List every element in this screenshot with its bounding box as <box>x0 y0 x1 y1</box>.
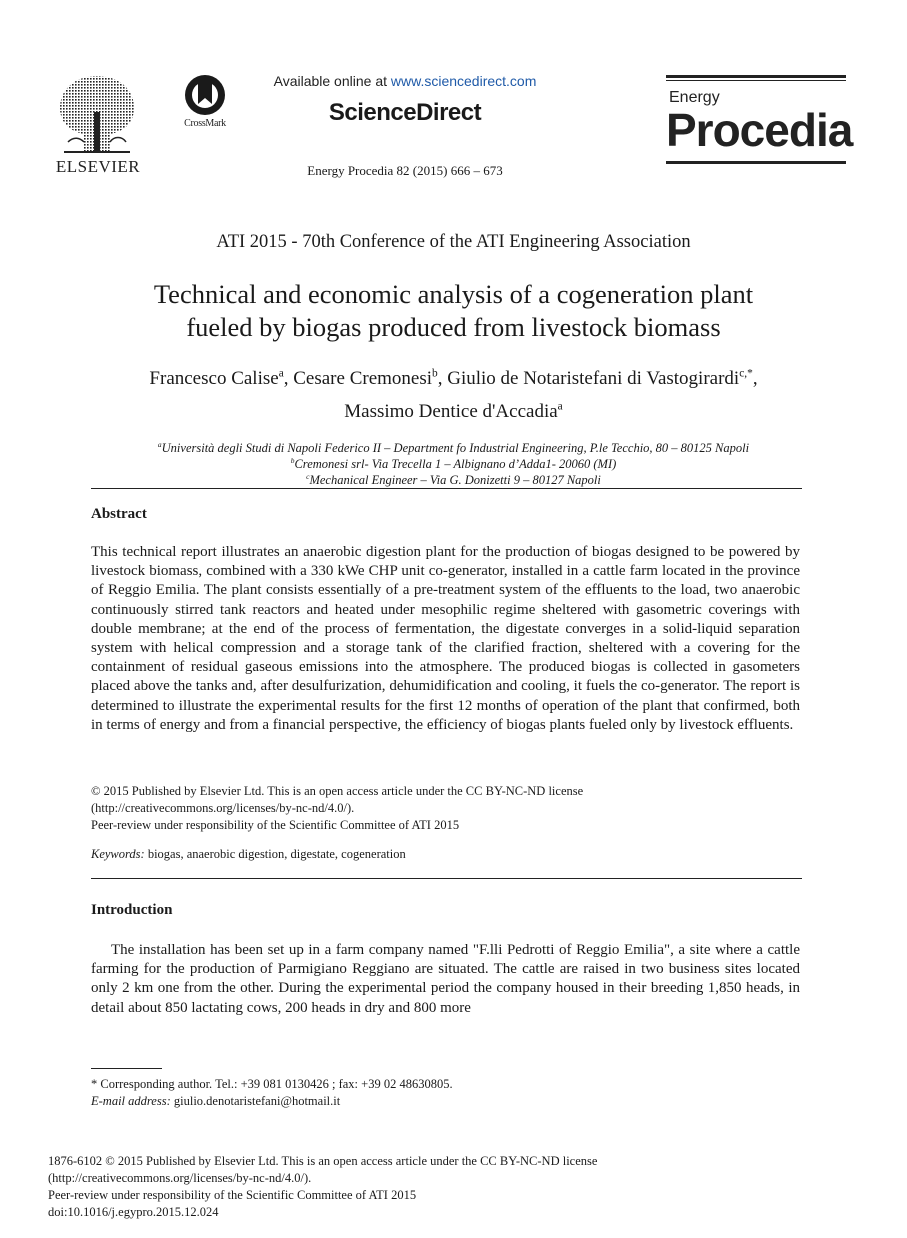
author-affil-mark: a <box>557 400 563 413</box>
affiliation-mark: c <box>306 471 310 481</box>
keywords-label: Keywords: <box>91 847 145 861</box>
affiliations <box>40 440 867 488</box>
author-name: Giulio de Notaristefani di Vastogirardi <box>447 368 740 389</box>
affiliation-mark: b <box>290 455 295 465</box>
author-affil-mark: a <box>278 367 284 380</box>
author-affil-mark: c,* <box>739 367 753 380</box>
author-name: Francesco Calise <box>149 368 279 389</box>
copyright-block <box>91 783 800 834</box>
email-label: E-mail address: <box>91 1094 171 1108</box>
elsevier-wordmark: ELSEVIER <box>55 157 141 176</box>
sciencedirect-logo: ScienceDirect <box>328 99 482 126</box>
author-line-1 <box>40 362 867 395</box>
corresponding-author-note: * Corresponding author. Tel.: +39 081 0130426 ; fax: +39 02 48630805. <box>91 1077 453 1091</box>
peer-review-line: Peer-review under responsibility of the Scientific Committee of ATI 2015 <box>91 818 460 832</box>
author-line-2 <box>40 395 867 428</box>
bottom-meta <box>48 1153 808 1221</box>
abstract-heading: Abstract <box>91 506 147 522</box>
introduction-heading: Introduction <box>91 902 173 918</box>
logo-procedia-word: Procedia <box>666 104 853 156</box>
available-prefix: Available online at <box>273 73 387 89</box>
bottom-peer-review: Peer-review under responsibility of the Scientific Committee of ATI 2015 <box>48 1188 417 1202</box>
bottom-license-link[interactable]: (http://creativecommons.org/licenses/by-nc-nd/4.0/). <box>48 1171 312 1185</box>
sciencedirect-link[interactable]: www.sciencedirect.com <box>390 73 537 89</box>
doi-line[interactable]: doi:10.1016/j.egypro.2015.12.024 <box>48 1205 219 1219</box>
elsevier-logo <box>48 72 148 176</box>
available-online <box>200 73 610 89</box>
footnote-rule <box>91 1068 162 1069</box>
logo-rule-bottom <box>666 161 846 164</box>
header-divider <box>91 488 802 489</box>
abstract-text: This technical report illustrates an anaerobic digestion plant for the production of biogas designed to be powered by livestock biomass, combined with a 330 kWe CHP unit co-generator, installed in a cattle farm located in the province of Reggio Emilia. The plant consists essentially of a pre-treatment system of the effluents to the load, two anaerobic continuously stirred tank reactors and heated under mesophilic regime sheltered with gasometric coverings with double membrane; at the end of the process of fermentation, the digestate converges in a solid-liquid separation system with helical compression and a storage tank of the clarified fraction, sheltered with a covering for the containment of residual gaseous emissions into the atmosphere. The produced biogas is collected in gasometers placed above the tanks and, after desulfurization, dehumidification and cooling, it fuels the co-generator. The report is determined to illustrate the experimental results for the first 12 months of operation of the plant that confirmed, both in terms of energy and from a financial perspective, the efficiency of biogas plants fueled only by livestock effluents. <box>91 544 800 733</box>
copyright-line: © 2015 Published by Elsevier Ltd. This is an open access article under the CC BY-NC-ND license <box>91 784 584 798</box>
author-separator: , <box>283 368 294 389</box>
affiliation-text: Mechanical Engineer – Via G. Donizetti 9 – 80127 Napoli <box>309 473 601 487</box>
affiliation-item <box>40 472 867 488</box>
author-list <box>40 362 867 428</box>
title-line-1: Technical and economic analysis of a cogeneration plant <box>153 279 754 309</box>
affiliation-text: Cremonesi srl- Via Trecella 1 – Albignano d’Adda1- 20060 (MI) <box>294 457 617 471</box>
elsevier-tree-icon <box>54 72 140 154</box>
abstract-divider <box>91 878 802 879</box>
logo-energy-word: Energy <box>669 89 720 106</box>
issn-copyright-line: 1876-6102 © 2015 Published by Elsevier Ltd. This is an open access article under the CC BY-NC-ND license <box>48 1154 598 1168</box>
logo-rule-top <box>666 75 846 78</box>
author-name: Cesare Cremonesi <box>293 368 433 389</box>
author-separator: , <box>437 368 448 389</box>
author-affil-mark: b <box>432 367 438 380</box>
affiliation-mark: a <box>157 439 162 449</box>
logo-rule-thin <box>666 80 846 81</box>
title-line-2: fueled by biogas produced from livestock biomass <box>186 312 721 342</box>
journal-citation: Energy Procedia 82 (2015) 666 – 673 <box>307 163 503 178</box>
keywords-list: biogas, anaerobic digestion, digestate, cogeneration <box>144 847 406 861</box>
energy-procedia-logo <box>666 75 853 165</box>
affiliation-item <box>40 440 867 456</box>
keywords <box>91 846 800 863</box>
introduction-text: The installation has been set up in a farm company named "F.lli Pedrotti of Reggio Emilia", a site where a cattle farming for the production of Parmigiano Reggiano are situated. The cattle are raised in two business sites located only 2 km one from the other. During the experimental period the company housed in their breeding 1,850 heads, in detail about 850 lactating cows, 200 heads in dry and 800 more <box>91 942 800 1016</box>
paper-title <box>40 278 867 344</box>
affiliation-item <box>40 456 867 472</box>
license-link[interactable]: (http://creativecommons.org/licenses/by-nc-nd/4.0/). <box>91 801 355 815</box>
email-address[interactable]: giulio.denotaristefani@hotmail.it <box>170 1094 341 1108</box>
footnotes <box>91 1076 800 1110</box>
author-separator: , <box>752 368 758 389</box>
conference-name: ATI 2015 - 70th Conference of the ATI Engineering Association <box>216 232 691 252</box>
affiliation-text: Università degli Studi di Napoli Federico II – Department fo Industrial Engineering, P.le Tecchio, 80 – 80125 Napoli <box>161 441 750 455</box>
crossmark-label: CrossMark <box>184 118 226 129</box>
author-name: Massimo Dentice d'Accadia <box>344 401 558 422</box>
email-note <box>91 1093 800 1110</box>
